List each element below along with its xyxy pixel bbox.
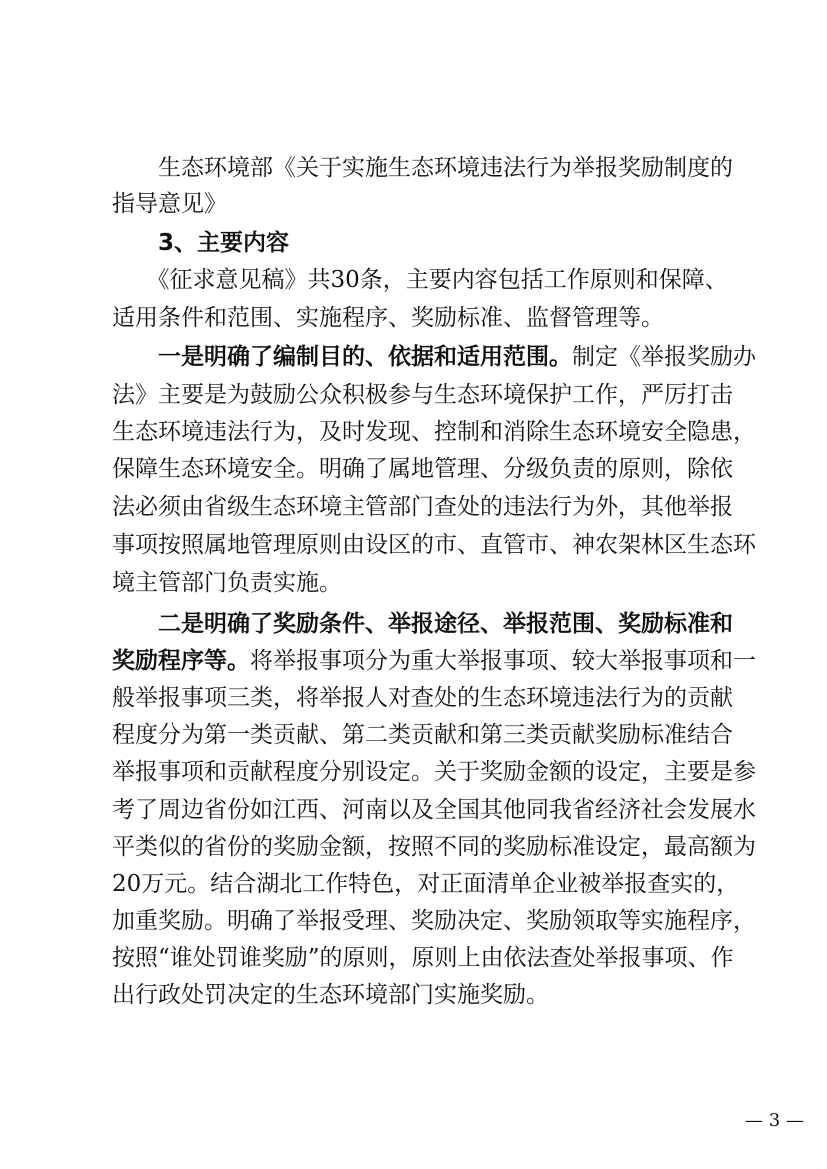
heading-text: 3、主要内容 <box>112 230 290 256</box>
line-text: 般举报事项三类，将举报人对查处的生态环境违法行为的贡献 <box>112 685 733 711</box>
text-line <box>112 720 733 750</box>
page-number: — 3 — <box>745 1110 804 1131</box>
line-text: 境主管部门负责实施。 <box>112 570 342 596</box>
text-line <box>112 303 716 333</box>
text-line <box>112 568 716 598</box>
text-line <box>112 646 756 676</box>
text-line <box>112 492 733 522</box>
line-text: 平类似的省份的奖励金额，按照不同的奖励标准设定，最高额为 <box>112 834 756 860</box>
section-heading <box>112 228 716 258</box>
text-line <box>112 943 734 973</box>
line-text: 举报事项和贡献程度分别设定。关于奖励金额的设定，主要是参 <box>112 759 756 785</box>
line-text: 生态环境违法行为，及时发现、控制和消除生态环境安全隐患， <box>112 419 756 445</box>
line-text: 事项按照属地管理原则由设区的市、直管市、神农架林区生态环 <box>112 532 756 558</box>
text-line <box>112 980 716 1010</box>
line-text: 指导意见》 <box>112 191 227 217</box>
line-text: 出行政处罚决定的生态环境部门实施奖励。 <box>112 982 549 1008</box>
line-text: 《征求意见稿》共30条，主要内容包括工作原则和保障、 <box>112 267 728 293</box>
line-text: 将举报事项分为重大举报事项、较大举报事项和一 <box>250 648 756 674</box>
text-line <box>112 417 756 447</box>
line-text: 法必须由省级生态环境主管部门查处的违法行为外，其他举报 <box>112 494 733 520</box>
line-text: 加重奖励。明确了举报受理、奖励决定、奖励领取等实施程序， <box>112 908 756 934</box>
line-text: 生态环境部《关于实施生态环境违法行为举报奖励制度的 <box>112 155 733 181</box>
bold-lead: 一是明确了编制目的、依据和适用范围。 <box>112 343 572 370</box>
bold-lead: 奖励程序等。 <box>112 647 250 674</box>
text-line <box>112 153 733 183</box>
text-line <box>112 342 756 372</box>
line-text: 适用条件和范围、实施程序、奖励标准、监督管理等。 <box>112 305 664 331</box>
text-line <box>112 189 716 219</box>
line-text: 法》主要是为鼓励公众积极参与生态环境保护工作，严厉打击 <box>112 382 733 408</box>
text-line <box>112 530 756 560</box>
text-line <box>112 454 733 484</box>
text-line <box>112 609 733 639</box>
text-line <box>112 757 756 787</box>
line-text: 考了周边省份如江西、河南以及全国其他同我省经济社会发展水 <box>112 797 756 823</box>
line-text: 保障生态环境安全。明确了属地管理、分级负责的原则，除依 <box>112 456 733 482</box>
line-text: 程度分为第一类贡献、第二类贡献和第三类贡献奖励标准结合 <box>112 722 733 748</box>
line-text: 20万元。结合湖北工作特色，对正面清单企业被举报查实的， <box>112 871 740 897</box>
text-line <box>112 832 756 862</box>
text-line <box>112 869 740 899</box>
text-line <box>112 380 733 410</box>
line-text: 按照“谁处罚谁奖励”的原则，原则上由依法查处举报事项、作 <box>112 945 734 971</box>
text-line <box>112 906 756 936</box>
bold-lead: 二是明确了奖励条件、举报途径、举报范围、奖励标准和 <box>112 610 733 637</box>
line-text: 制定《举报奖励办 <box>572 344 756 370</box>
text-line <box>112 265 728 295</box>
text-line <box>112 683 733 713</box>
text-line <box>112 795 756 825</box>
